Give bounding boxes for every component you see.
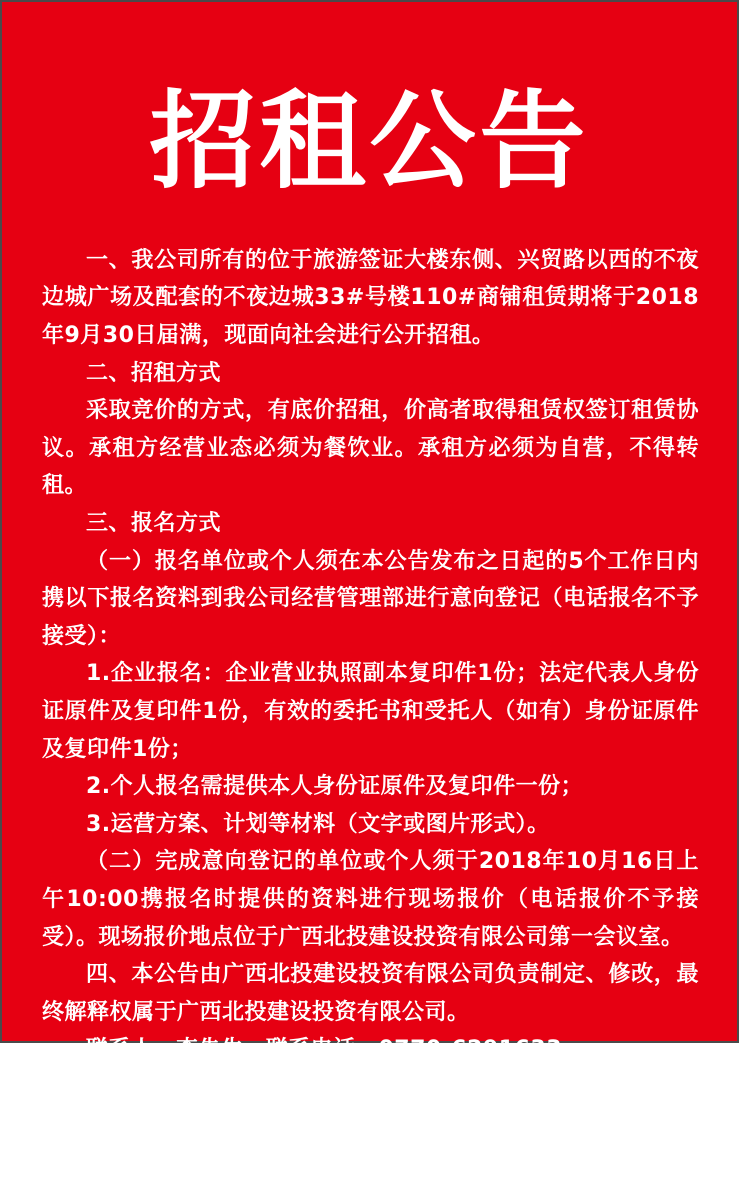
signature-date: 2018年9月30日 <box>451 1145 635 1171</box>
announcement-paragraph: 2.个人报名需提供本人身份证原件及复印件一份； <box>86 774 584 800</box>
announcement-paragraph: （一）报名单位或个人须在本公告发布之日起的5个工作日内携以下报名资料到我公司经营管理部进行意向登记（电话报名不予接受）： <box>42 548 699 649</box>
announcement-paragraph: 1.企业报名：企业营业执照副本复印件1份；法定代表人身份证原件及复印件1份，有效的委托书和受托人（如有）身份证原件及复印件1份； <box>42 661 699 762</box>
announcement-paragraph: 采取竞价的方式，有底价招租，价高者取得租赁权签订租赁协议。承租方经营业态必须为餐饮业。承租方必须为自营，不得转租。 <box>42 398 699 499</box>
signature-block <box>405 1105 681 1177</box>
poster-title: 招租公告 <box>149 78 590 203</box>
announcement-paragraph: 三、报名方式 <box>86 511 222 537</box>
announcement-paragraph: （二）完成意向登记的单位或个人须于2018年10月16日上午10:00携报名时提供的资料进行现场报价（电话报价不予接受）。现场报价地点位于广西北投建设投资有限公司第一会议室。 <box>42 849 699 950</box>
signature-row <box>2 1105 737 1177</box>
announcement-body <box>42 242 699 1069</box>
announcement-paragraph: 3.运营方案、计划等材料（文字或图片形式）。 <box>86 811 550 837</box>
announcement-paragraph: 联系人：李先生 联系电话：0770-6291633 <box>86 1037 563 1063</box>
announcement-paragraph: 一、我公司所有的位于旅游签证大楼东侧、兴贸路以西的不夜边城广场及配套的不夜边城33#号楼110#商铺租赁期将于2018年9月30日届满，现面向社会进行公开招租。 <box>42 247 699 349</box>
announcement-paragraph: 四、本公告由广西北投建设投资有限公司负责制定、修改，最终解释权属于广西北投建设投资有限公司。 <box>42 962 699 1025</box>
signature-company: 广西北投建设投资有限公司 <box>404 1109 681 1135</box>
announcement-paragraph: 二、招租方式 <box>86 360 222 386</box>
